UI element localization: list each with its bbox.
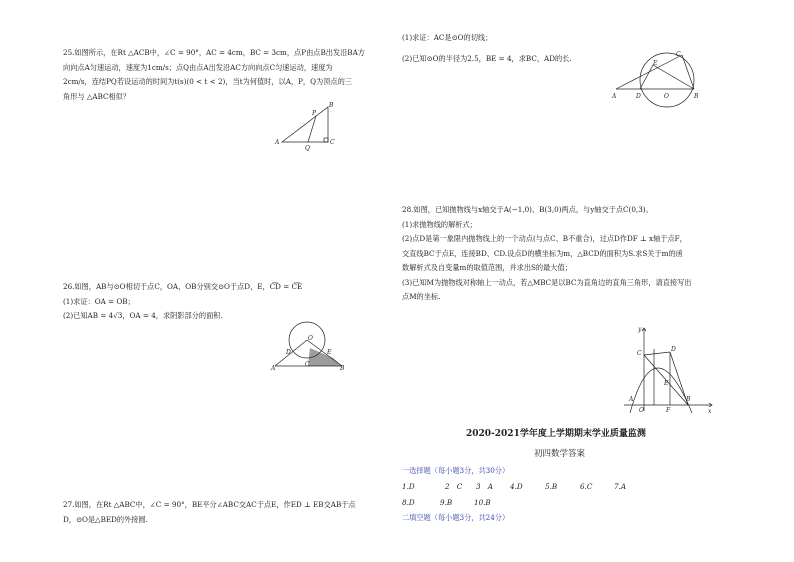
question-28 bbox=[402, 203, 691, 305]
label-e: E bbox=[653, 60, 658, 67]
answer-item: 9.B bbox=[440, 498, 453, 507]
label-p: P bbox=[312, 110, 317, 117]
question-25-line: 角形与 △ABC相似？ bbox=[63, 91, 131, 101]
answer-item: 4.D bbox=[510, 482, 523, 491]
answer-item: 5.B bbox=[545, 482, 558, 491]
label-d: D bbox=[636, 93, 641, 100]
answer-item: 1.D bbox=[402, 482, 415, 491]
question-26-line: (1)求证：OA = OB； bbox=[63, 296, 135, 306]
question-28-line: 点M的坐标. bbox=[402, 292, 441, 301]
label-b: B bbox=[694, 93, 699, 100]
question-27-parts bbox=[402, 31, 572, 66]
question-27-line: (2)已知⊙O的半径为2.5，BE = 4，求BC，AD的长. bbox=[402, 53, 572, 63]
question-26 bbox=[63, 280, 302, 324]
question-26-line: 26.如图，AB与⊙O相切于点C，OA，OB分别交⊙O于点D，E，C͡D = C͡E bbox=[63, 282, 303, 291]
question-27-line: (1)求证：AC是⊙O的切线； bbox=[402, 33, 493, 42]
label-o: O bbox=[664, 93, 669, 100]
answer-item: 6.C bbox=[580, 482, 593, 491]
label-a: A bbox=[271, 365, 276, 372]
label-b: B bbox=[329, 102, 334, 109]
figure-q26 bbox=[270, 320, 360, 370]
label-f: F bbox=[666, 407, 671, 414]
answer-item: 8.D bbox=[402, 498, 415, 507]
label-b: B bbox=[340, 365, 345, 372]
label-c: C bbox=[676, 51, 681, 58]
label-e: E bbox=[664, 380, 669, 387]
section-multiple-choice: 一选择题（每小题3分，共30分） bbox=[402, 466, 510, 475]
question-28-line: 交直线BC于点E，连接BD、CD.设点D的横坐标为m，△BCD的面积为S.求S关于m的函 bbox=[402, 248, 683, 258]
label-a: A bbox=[629, 396, 634, 403]
label-d: D bbox=[286, 349, 291, 356]
question-27-line: D，⊙O是△BED的外接圆. bbox=[63, 514, 148, 524]
label-a: A bbox=[275, 139, 280, 146]
question-28-line: (1)求抛物线的解析式； bbox=[402, 219, 477, 229]
label-o: O bbox=[639, 407, 644, 414]
question-25-line: 2cm/s，连结PQ若设运动的时间为t(s)(0 < t < 2)，当t为何值时，以A，P，Q为顶点的三 bbox=[63, 77, 352, 86]
section-fill-blank: 二填空题（每小题3分，共24分） bbox=[402, 513, 510, 522]
question-28-line: (3)已知M为抛物线对称轴上一动点，若△MBC是以BC为直角边的直角三角形，请直接写出 bbox=[402, 277, 692, 287]
label-c: C bbox=[637, 350, 642, 357]
question-25-line: 向向点A匀速运动，速度为1cm/s；点Q由点A出发沿AC方向向点C匀速运动，速度为 bbox=[63, 62, 333, 72]
answer-item: 10.B bbox=[474, 498, 491, 507]
label-o: O bbox=[308, 335, 313, 342]
axis-label-y: y bbox=[638, 326, 642, 333]
label-b: B bbox=[686, 396, 691, 403]
answer-item: 2 C bbox=[445, 482, 463, 491]
axis-label-x: x bbox=[708, 408, 712, 415]
question-26-line: (2)已知AB = 4√3，OA = 4，求阴影部分的面积. bbox=[63, 311, 223, 320]
label-c: C bbox=[330, 139, 335, 146]
figure-q28 bbox=[622, 325, 717, 415]
label-d: D bbox=[671, 346, 676, 353]
question-27-line: 27.如图，在Rt △ABC中，∠C = 90°，BE平分∠ABC交AC于点E，作ED ⊥ EB交AB于点 bbox=[63, 500, 356, 509]
answers-subtitle: 初四数学答案 bbox=[534, 449, 586, 459]
question-27 bbox=[63, 498, 356, 527]
label-a: A bbox=[612, 93, 617, 100]
question-28-line: (2)点D是第一象限内抛物线上的一个动点(与点C、B不重合)，过点D作DF ⊥ x轴于点F， bbox=[402, 234, 687, 243]
question-28-line: 数解析式及自变量m的取值范围，并求出S的最大值； bbox=[402, 263, 572, 272]
figure-q27 bbox=[612, 52, 712, 107]
figure-q25 bbox=[272, 102, 342, 152]
answer-item: 3 A bbox=[476, 482, 493, 491]
label-c: C bbox=[305, 361, 310, 368]
question-25 bbox=[63, 46, 365, 104]
answer-item: 7.A bbox=[614, 482, 627, 491]
label-e: E bbox=[327, 349, 332, 356]
label-q: Q bbox=[305, 145, 310, 152]
answers-title: 2020-2021学年度上学期期末学业质量监测 bbox=[466, 429, 646, 439]
question-28-line: 28.如图，已知抛物线与x轴交于A(−1,0)、B(3,0)两点，与y轴交于点C(0,3)。 bbox=[402, 205, 653, 214]
question-25-line: 25.如图所示，在Rt △ACB中，∠C = 90°，AC = 4cm，BC = 3cm，点P由点B出发沿BA方 bbox=[63, 48, 365, 57]
